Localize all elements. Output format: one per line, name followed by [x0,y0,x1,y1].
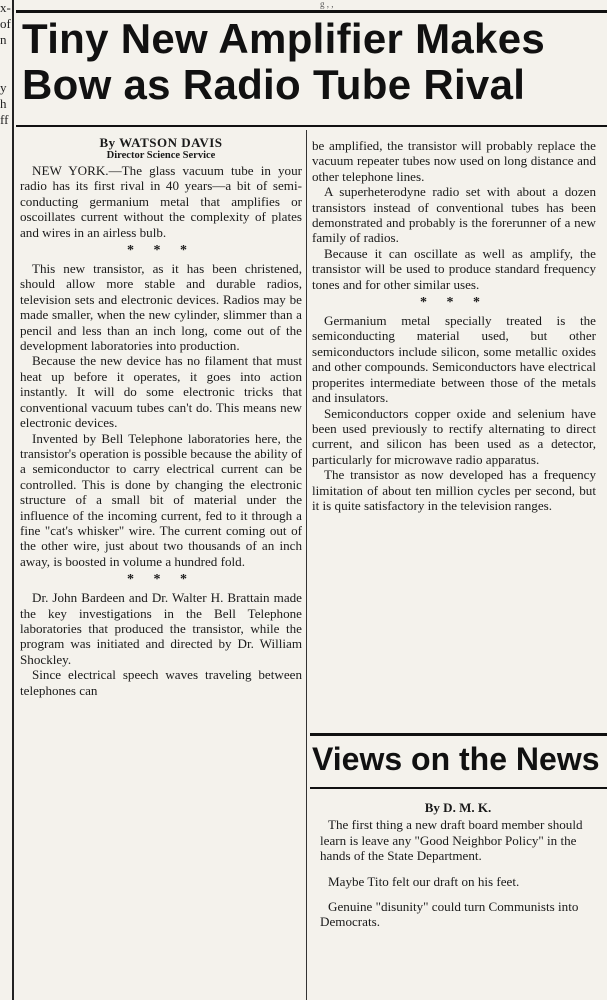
fragment-line: x- [0,0,11,15]
column-divider [306,130,307,1000]
article-paragraph: Dr. John Bardeen and Dr. Walter H. Brattain made the key investigations in the Bell Telephone laboratories that produced the transistor, while the program was initiated and directed by Dr. William Shockley. [20,590,302,667]
section-break-stars: * * * [127,243,195,259]
article-paragraph: The transistor as now developed has a frequency limitation of about ten million cycles per second, but it is quite satisfactory in the television ranges. [312,467,596,513]
views-bottom-rule [310,787,607,789]
fragment-line: of [0,16,11,31]
article-byline-title: Director Science Service [106,150,216,161]
section-break-stars: * * * [127,572,195,588]
views-top-rule [310,733,607,736]
views-paragraph: The first thing a new draft board member should learn is leave any "Good Neighbor Policy" in the hands of the State Department. [320,817,583,864]
views-column [320,800,596,940]
headline-bottom-rule [16,125,607,127]
section-break-stars: * * * [420,295,488,311]
article-paragraph: NEW YORK.—The glass vacuum tube in your radio has its first rival in 40 years—a bit of semi-conducting germanium metal that amplifies or oscoillates current without the complexity of plates and wires in an airless bulb. [20,163,302,240]
fragment-line: ff [0,112,9,127]
article-paragraph: A superheterodyne radio set with about a dozen transistors instead of conventional tubes has been demonstrated and probably is the forerunner of a new family of radios. [312,184,596,246]
article-paragraph: Because it can oscillate as well as amplify, the transistor will be used to produce standard frequency tones and for other similar uses. [312,245,596,292]
article-paragraph: This new transistor, as it has been christened, should allow more stable and durable radios, television sets and electronic devices. Radios may be made smaller, when the new cylinder, slimmer than a pencil and less than an inch long, come out of the development laboratories into production. [20,261,302,354]
article-paragraph: Because the new device has no filament that must heat up before it operates, it goes into action instantly. It will do some electronic tricks that conventional vacuum tubes can't do. This means new electronic devices. [20,353,302,431]
article-column-2 [312,138,596,513]
column-border-left [12,0,14,1000]
top-cut-text: g , , [320,0,334,9]
article-column-1 [20,135,302,698]
article-paragraph: Semiconductors copper oxide and selenium have been used previously to rectify alternating to direct current, and silicon has been used as a detector, particularly for microwave radio apparatus. [312,405,596,467]
article-paragraph: Germanium metal specially treated is the semiconducting material used, but other semiconductors include silicon, some metallic oxides and other compounds. Semiconductors have electrical properites intermediate between those of the metals and insulators. [312,313,596,406]
views-paragraph: Genuine "disunity" could turn Communists into Democrats. [320,899,579,930]
headline-line-1: Tiny New Amplifier Makes [22,15,546,62]
views-on-the-news-title: Views on the News [312,741,600,777]
fragment-line: y [0,80,7,95]
article-paragraph: Since electrical speech waves traveling between telephones can [20,667,302,698]
views-byline: By D. M. K. [424,800,492,815]
views-paragraph: Maybe Tito felt our draft on his feet. [328,873,520,889]
headline-top-rule [16,10,607,13]
headline [22,16,602,108]
fragment-line: h [0,96,7,111]
article-byline: By WATSON DAVIS [99,135,223,150]
headline-line-2: Bow as Radio Tube Rival [22,61,526,108]
article-paragraph: Invented by Bell Telephone laboratories here, the transistor's operation is possible because the ability of a semiconductor to carry electrical current can be controlled. This is done by changing the electronic structure of a small bit of material under the influence of the incoming current, fed to it through a fine "cat's whisker" wire. The current coming out of the other wire, just about two thousands of an inch away, is boosted in volume a hundred fold. [20,430,302,569]
article-paragraph: be amplified, the transistor will probably replace the vacuum repeater tubes now used on long distance and other telephone lines. [312,138,596,184]
fragment-line: n [0,32,7,47]
